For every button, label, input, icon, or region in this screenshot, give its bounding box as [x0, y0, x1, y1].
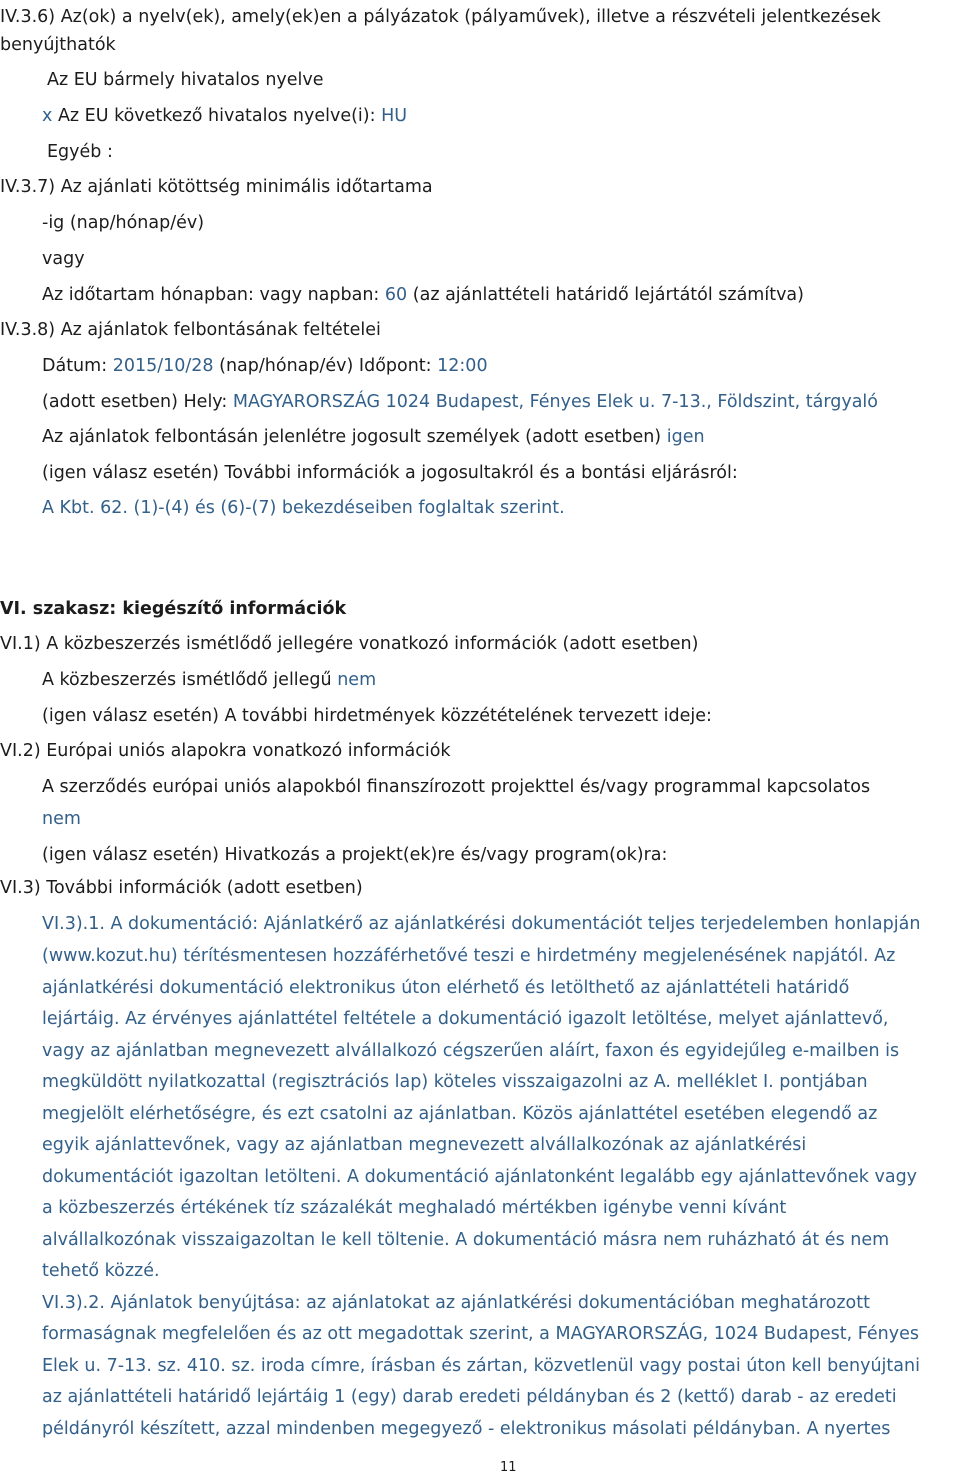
additional-info-line: VI.3).1. A dokumentáció: Ajánlatkérő az ajánlatkérési dokumentációt teljes terjedelemben honlapján	[42, 914, 921, 934]
opening-date-line	[42, 354, 488, 378]
additional-info-line: az ajánlattételi határidő lejártáig 1 (egy) darab eredeti példányban és 2 (kettő) darab - az eredeti	[42, 1387, 897, 1407]
additional-info-line: megküldött nyilatkozattal (regisztrációs lap) köteles visszaigazolni az A. melléklet I. pontjában	[42, 1072, 868, 1092]
section-iv-3-8-heading	[0, 318, 381, 342]
selected-mark: x	[42, 106, 53, 126]
duration-value: 60	[384, 285, 408, 305]
additional-info-line: megjelölt elérhetőségre, és ezt csatolni az ajánlatban. Közös ajánlattétel esetében elegendő az	[42, 1104, 878, 1124]
place-label: (adott esetben) Hely:	[42, 392, 228, 412]
additional-info-line: (www.kozut.hu) térítésmentesen hozzáférhetővé teszi e hirdetmény megjelenésének napjától. Az	[42, 946, 896, 966]
duration-label: Az időtartam hónapban: vagy napban:	[42, 285, 380, 305]
additional-info-line: dokumentációt igazoltan letölteni. A dokumentáció ajánlatonként legalább egy ajánlattevőnek vagy	[42, 1167, 918, 1187]
attendance-label: Az ajánlatok felbontásán jelenlétre jogosult személyek (adott esetben)	[42, 427, 662, 447]
section-number: VI.3)	[0, 878, 41, 898]
option-following-languages	[42, 104, 407, 128]
additional-info-line: ajánlatkérési dokumentáció elektronikus úton elérhető és letölthető az ajánlattételi határidő	[42, 978, 850, 998]
section-title: Az(ok) a nyelv(ek), amely(ek)en a pályázatok (pályaművek), illetve a részvételi jelentkezések	[60, 7, 881, 27]
time-value: 12:00	[437, 356, 488, 376]
date-format-label: (nap/hónap/év) Időpont:	[219, 356, 432, 376]
next-notice-label: (igen válasz esetén) A további hirdetmények közzétételének tervezett ideje:	[42, 706, 712, 726]
or-label: vagy	[42, 249, 85, 269]
eu-funds-value: nem	[42, 809, 81, 829]
date-label: Dátum:	[42, 356, 108, 376]
option-other: Egyéb :	[47, 142, 113, 162]
eu-funds-label: A szerződés európai uniós alapokból finanszírozott projekttel és/vagy programmal kapcsolatos	[42, 777, 871, 797]
additional-info-line: lejártáig. Az érvényes ajánlattétel feltétele a dokumentáció igazolt letöltése, melyet ajánlattevő,	[42, 1009, 889, 1029]
section-title: Európai uniós alapokra vonatkozó információk	[46, 741, 451, 761]
attendance-value: igen	[666, 427, 705, 447]
section-title-cont: benyújthatók	[0, 35, 116, 55]
place-value: MAGYARORSZÁG 1024 Budapest, Fényes Elek u. 7-13.	[232, 392, 707, 412]
option-label: Az EU következő hivatalos nyelve(i):	[57, 106, 376, 126]
additional-info-line: formaságnak megfelelően és az ott megadottak szerint, a MAGYARORSZÁG, 1024 Budapest, Fényes	[42, 1324, 919, 1344]
section-number: VI.2)	[0, 741, 41, 761]
option-any-eu-language: Az EU bármely hivatalos nyelve	[47, 70, 324, 90]
section-title: Az ajánlati kötöttség minimális időtartama	[60, 177, 433, 197]
additional-info-line: alvállalkozónak visszaigazoltan le kell töltenie. A dokumentáció másra nem ruházható át és nem	[42, 1230, 890, 1250]
section-vi-2-heading	[0, 739, 451, 763]
recurring-value: nem	[337, 670, 377, 690]
duration-line	[42, 283, 804, 307]
section-vi-heading: VI. szakasz: kiegészítő információk	[0, 599, 347, 619]
section-number: IV.3.7)	[0, 177, 56, 197]
opening-place-line	[42, 390, 878, 414]
duration-note: (az ajánlattételi határidő lejártától számítva)	[412, 285, 804, 305]
project-reference-label: (igen válasz esetén) Hivatkozás a projekt(ek)re és/vagy program(ok)ra:	[42, 845, 668, 865]
section-number: IV.3.6)	[0, 7, 56, 27]
additional-info-line: tehető közzé.	[42, 1261, 160, 1281]
section-number: IV.3.8)	[0, 320, 56, 340]
date-value: 2015/10/28	[112, 356, 214, 376]
language-value: HU	[381, 106, 408, 126]
section-vi-1-heading	[0, 632, 698, 656]
recurring-label: A közbeszerzés ismétlődő jellegű	[42, 670, 332, 690]
section-title: További információk (adott esetben)	[46, 878, 363, 898]
additional-info-line: egyik ajánlattevőnek, vagy az ajánlatban megnevezett alvállalkozónak az ajánlatkérési	[42, 1135, 807, 1155]
additional-info-line: a közbeszerzés értékének tíz százalékát meghaladó mértékben igénybe venni kívánt	[42, 1198, 787, 1218]
additional-info-line: Elek u. 7-13. sz. 410. sz. iroda címre, írásban és zártan, közvetlenül vagy postai úton kell benyújtani	[42, 1356, 920, 1376]
until-date-label: -ig (nap/hónap/év)	[42, 213, 205, 233]
further-info-value: A Kbt. 62. (1)-(4) és (6)-(7) bekezdéseiben foglaltak szerint.	[42, 498, 565, 518]
additional-info-line: VI.3).2. Ajánlatok benyújtása: az ajánlatokat az ajánlatkérési dokumentációban meghatározott	[42, 1293, 870, 1313]
section-title: Az ajánlatok felbontásának feltételei	[60, 320, 381, 340]
additional-info-line: vagy az ajánlatban megnevezett alvállalkozó cégszerűen aláírt, faxon és egyidejűleg e-mailben is	[42, 1041, 900, 1061]
section-title: A közbeszerzés ismétlődő jellegére vonatkozó információk (adott esetben)	[46, 634, 699, 654]
section-vi-3-heading	[0, 876, 363, 900]
section-number: VI.1)	[0, 634, 41, 654]
section-iv-3-6-line1	[0, 5, 881, 29]
recurring-line	[42, 668, 376, 692]
additional-info-line: példányról készített, azzal mindenben megegyező - elektronikus másolati példányban. A nyertes	[42, 1419, 891, 1439]
place-detail: , Földszint, tárgyaló	[706, 392, 878, 412]
attendance-line	[42, 425, 705, 449]
section-iv-3-7-heading	[0, 175, 433, 199]
page-number: 11	[500, 1460, 517, 1475]
further-info-label: (igen válasz esetén) További információk a jogosultakról és a bontási eljárásról:	[42, 463, 738, 483]
